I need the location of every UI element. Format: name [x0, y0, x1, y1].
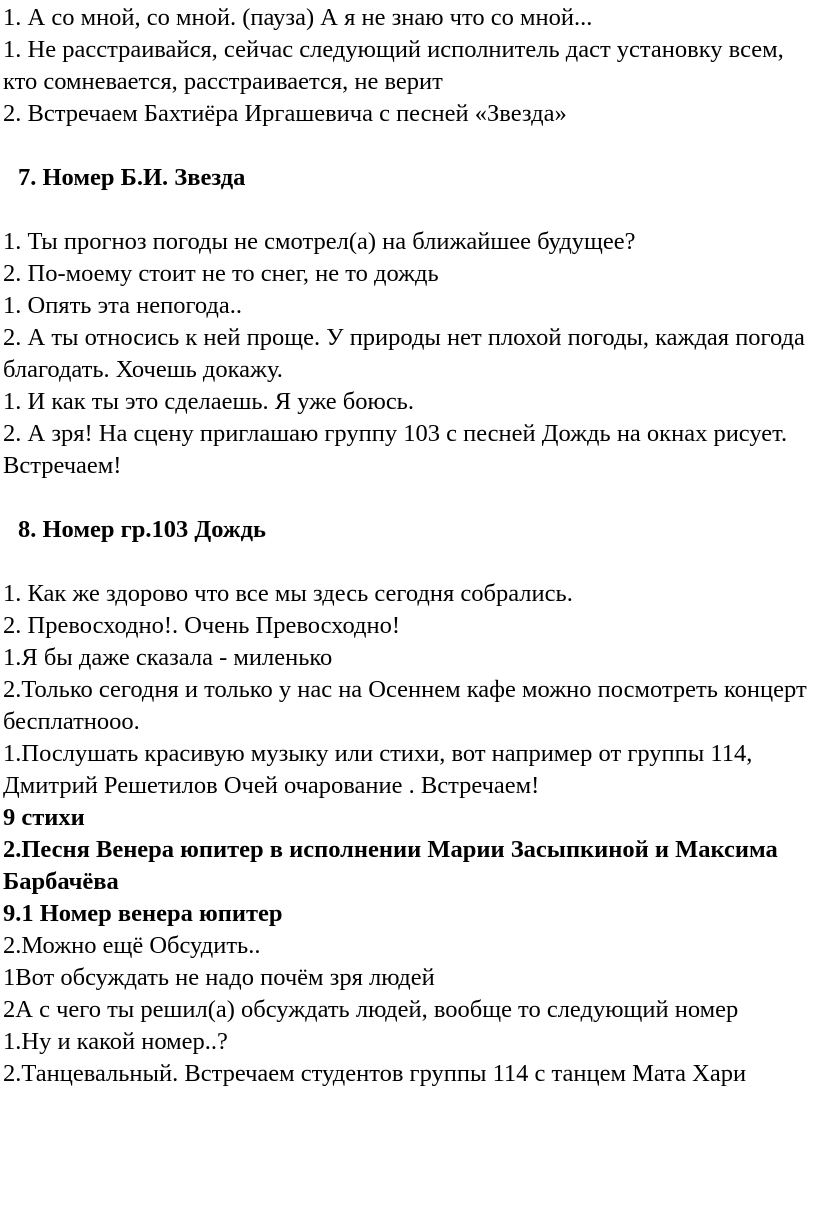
paragraph-gap: [3, 546, 810, 578]
paragraph-gap: [3, 130, 810, 162]
script-line: 2А с чего ты решил(а) обсуждать людей, вообще то следующий номер: [3, 996, 739, 1023]
section-heading: 7. Номер Б.И. Звезда: [18, 164, 246, 191]
paragraph-gap: [3, 482, 810, 514]
script-line: 1.Я бы даже сказала - миленько: [3, 644, 333, 671]
bold-line: 9 стихи: [3, 804, 85, 831]
script-line: 2. Превосходно!. Очень Превосходно!: [3, 612, 401, 639]
section-heading: 8. Номер гр.103 Дождь: [18, 516, 267, 543]
script-line: 2.Танцевальный. Встречаем студентов группы 114 с танцем Мата Хари: [3, 1060, 747, 1087]
script-line: 2. А ты относись к ней проще. У природы нет плохой погоды, каждая погода благодать. Хочешь докажу.: [3, 324, 805, 383]
script-line: 1. И как ты это сделаешь. Я уже боюсь.: [3, 388, 414, 415]
script-line: 1. Ты прогноз погоды не смотрел(а) на ближайшее будущее?: [3, 228, 636, 255]
script-line: 1. Как же здорово что все мы здесь сегодня собрались.: [3, 580, 573, 607]
paragraph-gap: [3, 194, 810, 226]
script-line: 1Вот обсуждать не надо почём зря людей: [3, 964, 435, 991]
script-line: 2.Только сегодня и только у нас на Осеннем кафе можно посмотреть концерт бесплатнооо.: [3, 676, 807, 735]
script-line: 2.Можно ещё Обсудить..: [3, 932, 261, 959]
script-line: 1. Не расстраивайся, сейчас следующий исполнитель даст установку всем, кто сомневается, расстраивается, не верит: [3, 36, 784, 95]
script-line: 1. Опять эта непогода..: [3, 292, 243, 319]
script-line: 2. По-моему стоит не то снег, не то дождь: [3, 260, 439, 287]
script-line: 1.Ну и какой номер..?: [3, 1028, 228, 1055]
bold-line: 2.Песня Венера юпитер в исполнении Марии Засыпкиной и Максима Барбачёва: [3, 836, 778, 895]
bold-line: 9.1 Номер венера юпитер: [3, 900, 283, 927]
script-line: 1. А со мной, со мной. (пауза) А я не знаю что со мной...: [3, 4, 593, 31]
script-line: 2. Встречаем Бахтиёра Иргашевича с песней «Звезда»: [3, 100, 567, 127]
script-line: 2. А зря! На сцену приглашаю группу 103 с песней Дождь на окнах рисует. Встречаем!: [3, 420, 788, 479]
script-line: 1.Послушать красивую музыку или стихи, вот например от группы 114, Дмитрий Решетилов Очей очарование . Встречаем!: [3, 740, 753, 799]
